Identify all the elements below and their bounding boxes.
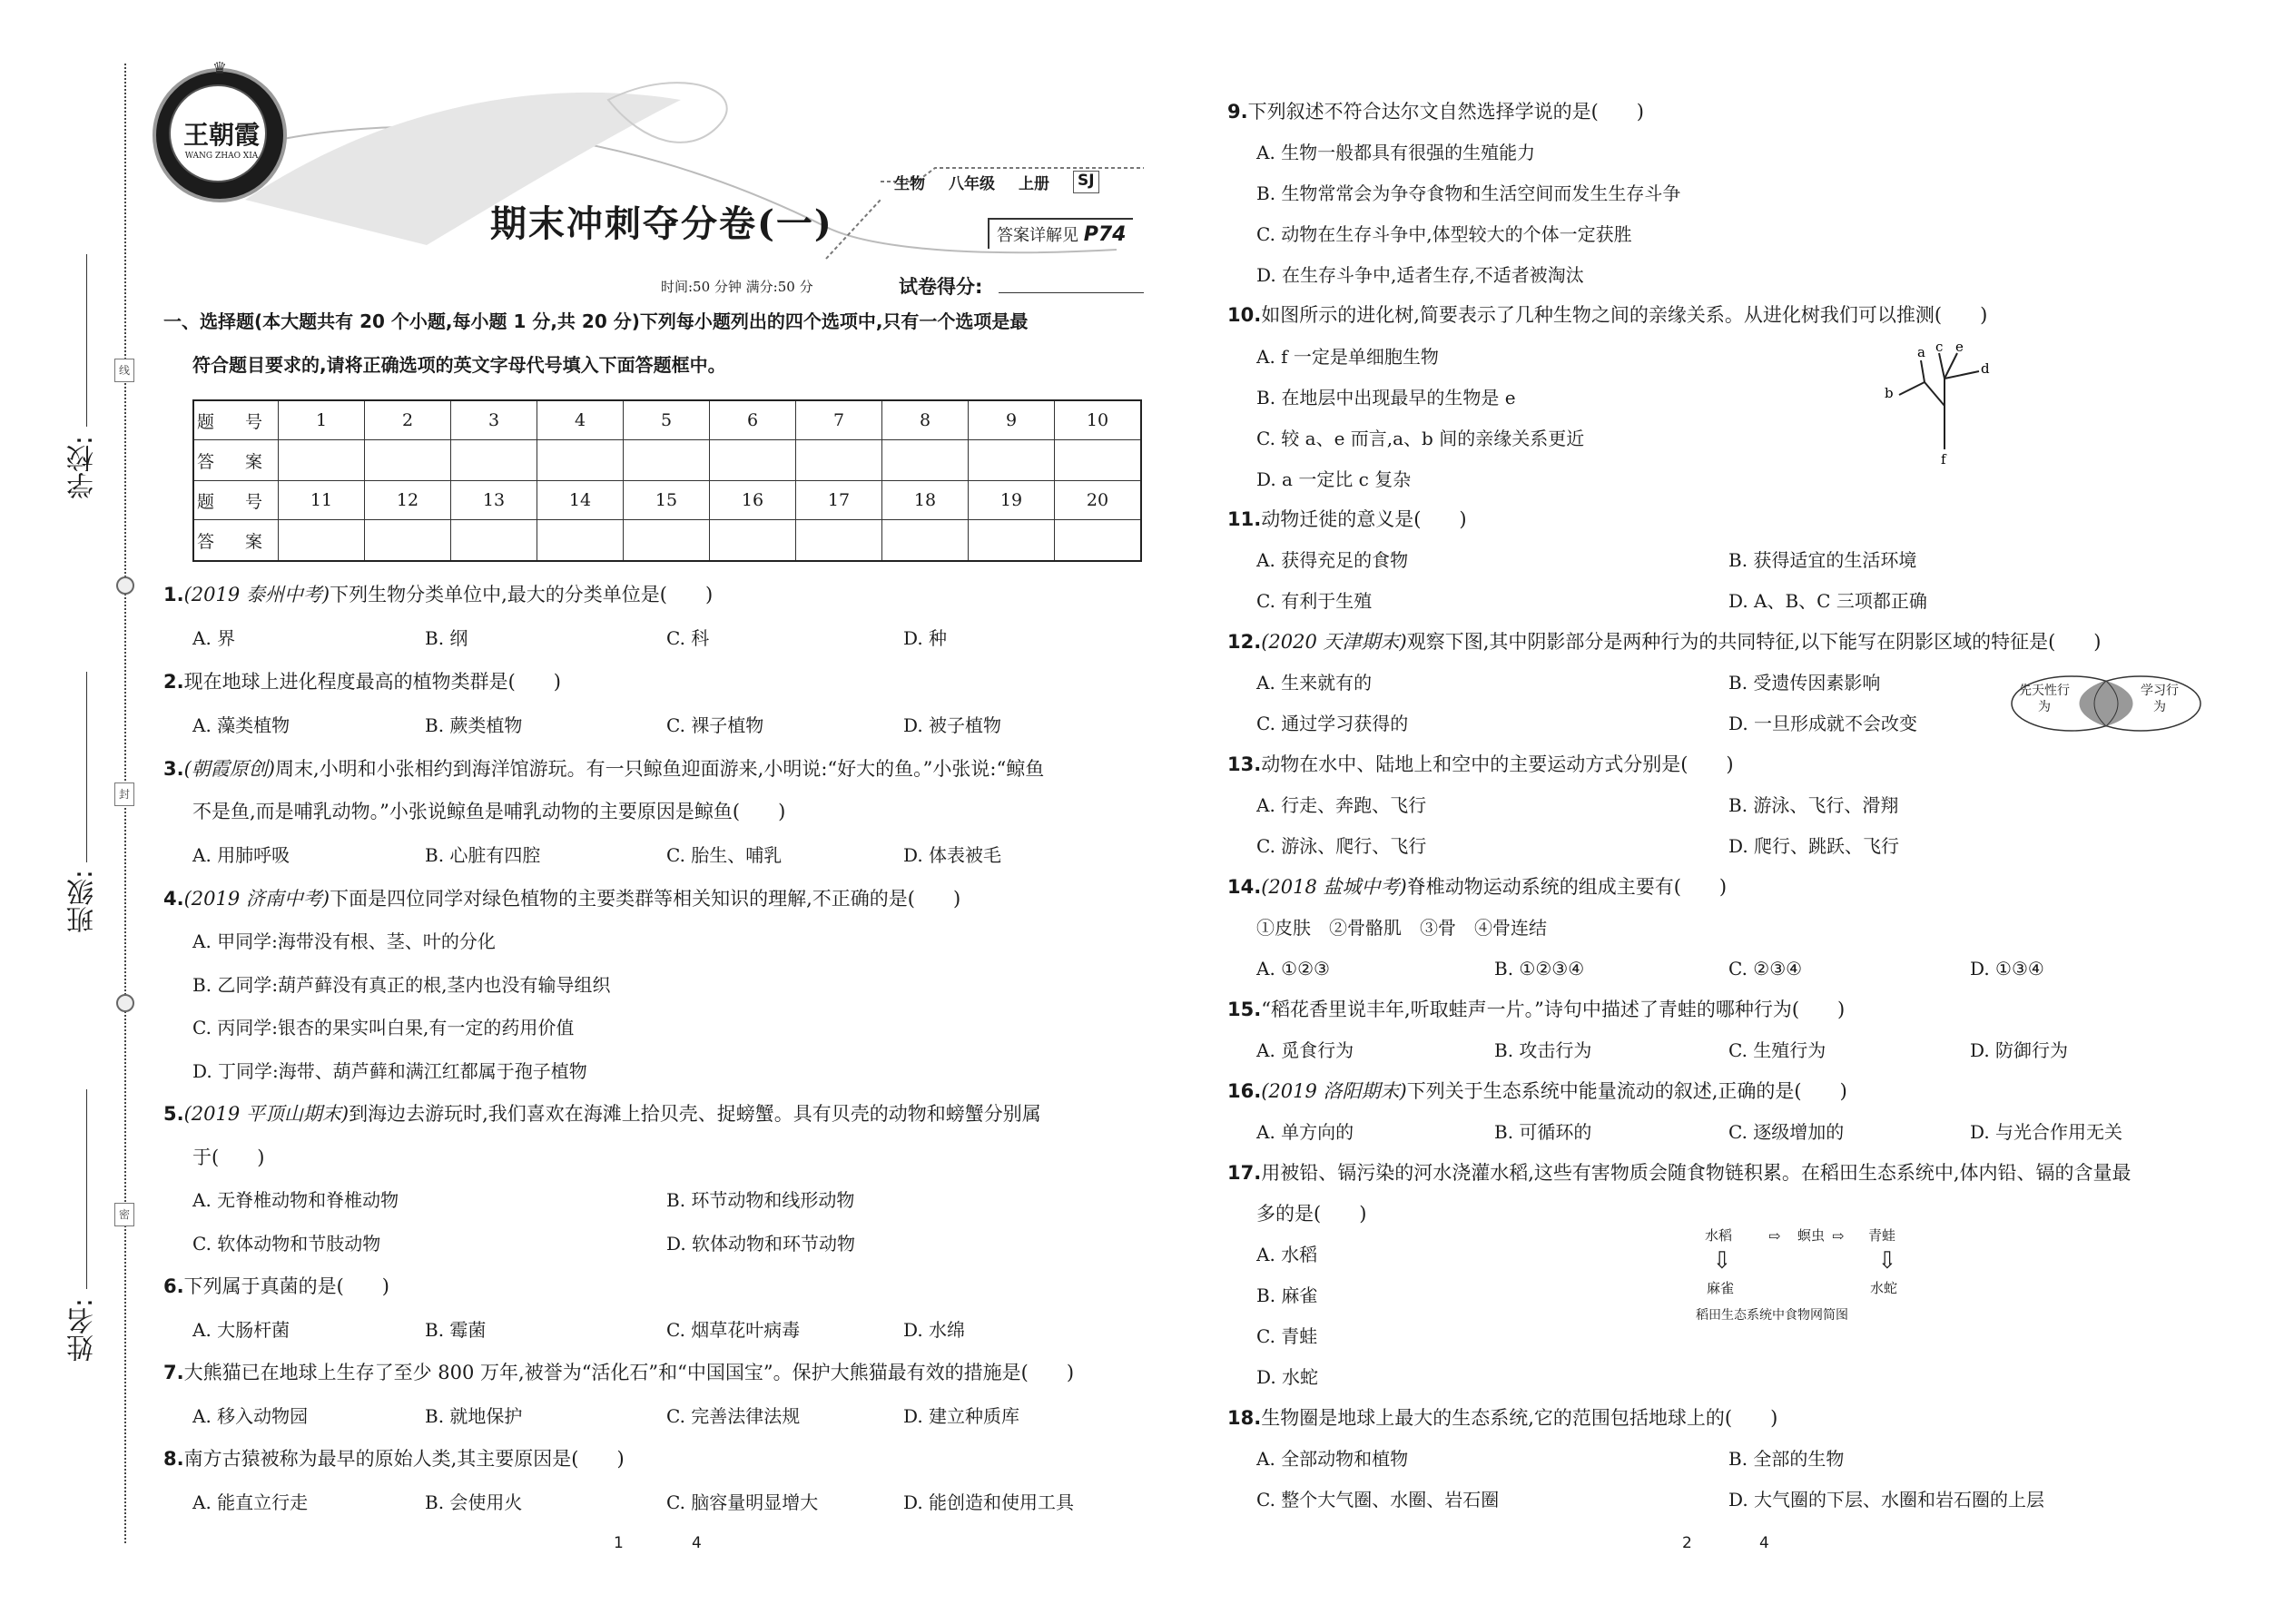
answer-grid: [192, 399, 1142, 562]
question-source: (朝霞原创): [183, 758, 275, 780]
question-text: 下列生物分类单位中,最大的分类单位是( ): [330, 584, 714, 605]
grid-qnum: 17: [796, 481, 882, 520]
question-text: 生物圈是地球上最大的生态系统,它的范围包括地球上的( ): [1261, 1407, 1778, 1429]
question-source: (2019 洛阳期末): [1261, 1080, 1407, 1102]
option-d[interactable]: D. 与光合作用无关: [1970, 1121, 2123, 1143]
question-number: 4.: [163, 888, 184, 910]
answer-cell[interactable]: [710, 440, 796, 481]
option-c[interactable]: C. 脑容量明显增大: [666, 1491, 819, 1513]
question-number: 15.: [1227, 999, 1262, 1020]
grid-qnum: 10: [1055, 400, 1142, 440]
section1-instructions-line1: 一、选择题(本大题共有 20 个小题,每小题 1 分,共 20 分)下列每小题列出的四个选项中,只有一个选项是最: [163, 310, 1029, 332]
grid-qnum: 8: [882, 400, 969, 440]
tree-label-a: a: [1917, 344, 1925, 360]
question-number: 7.: [163, 1362, 184, 1383]
question-text: 脊椎动物运动系统的组成主要有( ): [1406, 876, 1728, 898]
brand-logo-text: 王朝霞: [182, 120, 260, 150]
answer-grid-answer-row: [193, 440, 1141, 481]
tree-label-c: c: [1935, 340, 1944, 355]
food-web-node-sparrow: 麻雀: [1707, 1280, 1735, 1296]
option-d[interactable]: D. ①③④: [1970, 958, 2044, 979]
option-d[interactable]: D. 软体动物和环节动物: [666, 1233, 856, 1255]
option-c[interactable]: C. 软体动物和节肢动物: [192, 1233, 381, 1255]
question-source: (2019 济南中考): [183, 888, 330, 910]
question-number: 17.: [1227, 1162, 1262, 1184]
question-number: 2.: [163, 671, 184, 693]
food-web-figure: [1696, 1225, 1923, 1334]
question-text: 观察下图,其中阴影部分是两种行为的共同特征,以下能写在阴影区域的特征是( ): [1406, 631, 2102, 653]
grid-qnum: 15: [624, 481, 710, 520]
option-a[interactable]: A. 甲同学:海带没有根、茎、叶的分化: [192, 930, 496, 952]
question-text: 大熊猫已在地球上生存了至少 800 万年,被誉为“活化石”和“中国国宝”。保护大熊猫最有效的措施是( ): [183, 1362, 1075, 1383]
grid-qnum: 19: [969, 481, 1055, 520]
tree-label-e: e: [1955, 340, 1964, 355]
question-text: 用被铅、镉污染的河水浇灌水稻,这些有害物质会随食物链积累。在稻田生态系统中,体内铅、镉的含量最: [1261, 1162, 2132, 1184]
grid-qnum: 6: [710, 400, 796, 440]
option-b[interactable]: B. 获得适宜的生活环境: [1728, 549, 1917, 571]
option-b[interactable]: B. 麻雀: [1256, 1284, 1318, 1306]
answer-cell[interactable]: [1055, 520, 1142, 562]
question-text: 如图所示的进化树,简要表示了几种生物之间的亲缘关系。从进化树我们可以推测( ): [1261, 304, 1988, 326]
page-number-right: 2: [1682, 1534, 1692, 1552]
answer-grid-header-row: [193, 400, 1141, 440]
option-a[interactable]: A. ①②③: [1256, 958, 1330, 979]
answer-cell[interactable]: [365, 520, 451, 562]
answer-cell[interactable]: [882, 440, 969, 481]
option-c[interactable]: C. 整个大气圈、水圈、岩石圈: [1256, 1489, 1500, 1511]
option-a[interactable]: A. 生物一般都具有很强的生殖能力: [1256, 142, 1536, 163]
grid-answer-label: 答 案: [193, 520, 279, 562]
question-text: 南方古猿被称为最早的原始人类,其主要原因是( ): [183, 1448, 625, 1470]
option-d[interactable]: D. 丁同学:海带、葫芦藓和满江红都属于孢子植物: [192, 1060, 587, 1082]
question-2: [163, 673, 561, 692]
question-number: 18.: [1227, 1407, 1262, 1429]
option-c[interactable]: C. 生殖行为: [1728, 1039, 1826, 1061]
exam-meta: 时间:50 分钟 满分:50 分: [661, 279, 813, 295]
option-c[interactable]: C. 科: [666, 627, 710, 649]
grid-qnum: 3: [451, 400, 537, 440]
option-d[interactable]: D. 被子植物: [903, 714, 1002, 736]
question-number: 11.: [1227, 508, 1262, 530]
page-title: 期末冲刺夺分卷(一): [490, 202, 833, 245]
food-web-node-borer: 螟虫: [1797, 1227, 1826, 1244]
grid-header-label: 题 号: [193, 400, 279, 440]
option-c[interactable]: C. 逐级增加的: [1728, 1121, 1845, 1143]
answer-cell[interactable]: [279, 520, 365, 562]
tree-label-b: b: [1885, 385, 1894, 401]
option-b[interactable]: B. 环节动物和线形动物: [666, 1189, 855, 1211]
option-d[interactable]: D. 在生存斗争中,适者生存,不适者被淘汰: [1256, 264, 1584, 286]
answer-ref-label: 答案详解见: [997, 226, 1078, 245]
question-15: [1227, 1000, 1845, 1019]
binding-mark-line: 线: [114, 359, 134, 382]
answer-cell[interactable]: [796, 520, 882, 562]
option-b[interactable]: B. 受遗传因素影响: [1728, 672, 1881, 694]
option-b[interactable]: B. ①②③④: [1494, 958, 1585, 979]
question-17: [1227, 1164, 2132, 1183]
school-label: 学校:: [67, 436, 99, 500]
option-b[interactable]: B. 全部的生物: [1728, 1448, 1845, 1470]
score-field[interactable]: [999, 292, 1144, 293]
grid-qnum: 14: [537, 481, 624, 520]
page-total-right: 4: [1759, 1534, 1769, 1552]
tag-subject: 生物: [894, 175, 925, 193]
option-b[interactable]: B. 心脏有四腔: [425, 844, 541, 866]
answer-ref-page: P74: [1083, 223, 1127, 246]
option-c[interactable]: C. 有利于生殖: [1256, 590, 1373, 612]
option-b[interactable]: B. 攻击行为: [1494, 1039, 1592, 1061]
question-number: 13.: [1227, 753, 1262, 775]
option-d[interactable]: D. A、B、C 三项都正确: [1728, 590, 1927, 612]
question-number: 6.: [163, 1275, 184, 1297]
grid-qnum: 7: [796, 400, 882, 440]
question-13: [1227, 755, 1734, 774]
score-label: 试卷得分:: [899, 276, 983, 298]
food-web-node-frog: 青蛙: [1868, 1227, 1896, 1244]
question-text: 动物在水中、陆地上和空中的主要运动方式分别是( ): [1261, 753, 1734, 775]
option-c[interactable]: C. 青蛙: [1256, 1325, 1318, 1347]
option-d[interactable]: D. 种: [903, 627, 948, 649]
option-a[interactable]: A. 全部动物和植物: [1256, 1448, 1409, 1470]
option-a[interactable]: A. 生来就有的: [1256, 672, 1373, 694]
food-web-caption: 稻田生态系统中食物网简图: [1696, 1308, 1848, 1323]
tree-label-d: d: [1981, 360, 1990, 377]
option-a[interactable]: A. 大肠杆菌: [192, 1319, 290, 1341]
question-12: [1227, 633, 2101, 652]
answer-cell[interactable]: [451, 520, 537, 562]
option-d[interactable]: D. 建立种质库: [903, 1405, 1020, 1427]
answer-cell[interactable]: [537, 520, 624, 562]
grid-qnum: 4: [537, 400, 624, 440]
venn-right-label: 学习行为: [2141, 684, 2179, 714]
question-number: 3.: [163, 758, 184, 780]
option-a[interactable]: A. 获得充足的食物: [1256, 549, 1409, 571]
option-c[interactable]: C. 胎生、哺乳: [666, 844, 783, 866]
option-a[interactable]: A. f 一定是单细胞生物: [1256, 346, 1439, 368]
question-17-continued: 多的是( ): [1256, 1203, 1367, 1225]
option-b[interactable]: B. 就地保护: [425, 1405, 523, 1427]
option-b[interactable]: B. 游泳、飞行、滑翔: [1728, 794, 1899, 816]
question-14-items: ①皮肤 ②骨骼肌 ③骨 ④骨连结: [1256, 917, 1547, 939]
question-text: 现在地球上进化程度最高的植物类群是( ): [183, 671, 561, 693]
binding-hole-icon: [116, 994, 134, 1012]
option-b[interactable]: B. 乙同学:葫芦藓没有真正的根,茎内也没有输导组织: [192, 974, 611, 996]
grid-qnum: 11: [279, 481, 365, 520]
option-d[interactable]: D. 大气圈的下层、水圈和岩石圈的上层: [1728, 1489, 2045, 1511]
name-label: 姓名:: [67, 1298, 99, 1363]
answer-cell[interactable]: [796, 440, 882, 481]
option-c[interactable]: C. 丙同学:银杏的果实叫白果,有一定的药用价值: [192, 1017, 575, 1038]
question-text: 下列叙述不符合达尔文自然选择学说的是( ): [1247, 101, 1644, 123]
option-d[interactable]: D. 爬行、跳跃、飞行: [1728, 835, 1900, 857]
question-source: (2020 天津期末): [1261, 631, 1407, 653]
option-c[interactable]: C. ②③④: [1728, 958, 1803, 979]
question-8: [163, 1450, 625, 1469]
grid-qnum: 9: [969, 400, 1055, 440]
answer-cell[interactable]: [624, 440, 710, 481]
answer-grid-header-row: [193, 481, 1141, 520]
question-14: [1227, 878, 1727, 897]
question-5: [163, 1105, 1041, 1124]
brand-logo-subtext: WANG ZHAO XIA: [184, 152, 259, 161]
option-a[interactable]: A. 行走、奔跑、飞行: [1256, 794, 1427, 816]
option-a[interactable]: A. 水稻: [1256, 1244, 1318, 1265]
option-a[interactable]: A. 觅食行为: [1256, 1039, 1354, 1061]
question-source: (2018 盐城中考): [1261, 876, 1407, 898]
option-b[interactable]: B. 蕨类植物: [425, 714, 523, 736]
grid-qnum: 12: [365, 481, 451, 520]
answer-grid-answer-row: [193, 520, 1141, 562]
option-d[interactable]: D. 一旦形成就不会改变: [1728, 713, 1918, 734]
option-d[interactable]: D. 防御行为: [1970, 1039, 2069, 1061]
answer-cell[interactable]: [969, 520, 1055, 562]
question-1: [163, 586, 713, 605]
question-number: 8.: [163, 1448, 184, 1470]
question-5-continued: 于( ): [192, 1147, 265, 1168]
option-b[interactable]: B. 霉菌: [425, 1319, 487, 1341]
answer-cell[interactable]: [882, 520, 969, 562]
arrow-down-icon: ⇩: [1712, 1247, 1732, 1275]
option-c[interactable]: C. 较 a、e 而言,a、b 间的亲缘关系更近: [1256, 428, 1585, 449]
question-number: 16.: [1227, 1080, 1262, 1102]
food-web-node-snake: 水蛇: [1870, 1280, 1898, 1296]
question-4: [163, 890, 960, 909]
option-c[interactable]: C. 完善法律法规: [666, 1405, 801, 1427]
arrow-right-icon: ⇨: [1768, 1227, 1781, 1245]
question-text: 下列关于生态系统中能量流动的叙述,正确的是( ): [1406, 1080, 1847, 1102]
option-c[interactable]: C. 通过学习获得的: [1256, 713, 1409, 734]
binding-mark-secret: 密: [114, 1203, 134, 1226]
option-d[interactable]: D. 水蛇: [1256, 1366, 1319, 1388]
question-number: 5.: [163, 1103, 184, 1125]
answer-cell[interactable]: [969, 440, 1055, 481]
food-web-node-rice: 水稻: [1705, 1227, 1733, 1244]
question-text: 动物迁徙的意义是( ): [1261, 508, 1467, 530]
option-b[interactable]: B. 生物常常会为争夺食物和生活空间而发生生存斗争: [1256, 182, 1681, 204]
question-text: “稻花香里说丰年,听取蛙声一片。”诗句中描述了青蛙的哪种行为( ): [1261, 999, 1846, 1020]
option-c[interactable]: C. 烟草花叶病毒: [666, 1319, 801, 1341]
question-text: 下列属于真菌的是( ): [183, 1275, 389, 1297]
question-16: [1227, 1082, 1847, 1101]
option-b[interactable]: B. 纲: [425, 627, 468, 649]
answer-cell[interactable]: [537, 440, 624, 481]
crown-icon: ♛: [212, 59, 228, 78]
section1-instructions-line2: 符合题目要求的,请将正确选项的英文字母代号填入下面答题框中。: [192, 354, 726, 376]
answer-reference: [988, 218, 1133, 249]
brand-logo: [153, 59, 287, 202]
tree-label-f: f: [1941, 451, 1946, 468]
option-b[interactable]: B. 会使用火: [425, 1491, 523, 1513]
question-6: [163, 1277, 389, 1296]
tag-volume: 上册: [1019, 175, 1049, 193]
option-c[interactable]: C. 裸子植物: [666, 714, 764, 736]
grid-qnum: 20: [1055, 481, 1142, 520]
grid-qnum: 5: [624, 400, 710, 440]
evolution-tree-figure: [1879, 340, 2015, 468]
question-number: 10.: [1227, 304, 1262, 326]
binding-hole-icon: [116, 576, 134, 595]
question-text: 周末,小明和小张相约到海洋馆游玩。有一只鲸鱼迎面游来,小明说:“好大的鱼。”小张说:“鲸鱼: [274, 758, 1045, 780]
question-text: 下面是四位同学对绿色植物的主要类群等相关知识的理解,不正确的是( ): [330, 888, 961, 910]
question-number: 9.: [1227, 101, 1248, 123]
header-tags: [894, 171, 1099, 193]
question-number: 1.: [163, 584, 184, 605]
tag-edition: SJ: [1073, 171, 1099, 193]
question-source: (2019 泰州中考): [183, 584, 330, 605]
answer-cell[interactable]: [451, 440, 537, 481]
grid-header-label: 题 号: [193, 481, 279, 520]
page-total-left: 4: [692, 1534, 702, 1552]
grid-qnum: 13: [451, 481, 537, 520]
option-a[interactable]: A. 用肺呼吸: [192, 844, 290, 866]
option-d[interactable]: D. 能创造和使用工具: [903, 1491, 1075, 1513]
option-a[interactable]: A. 单方向的: [1256, 1121, 1354, 1143]
option-b[interactable]: B. 在地层中出现最早的生物是 e: [1256, 387, 1516, 408]
class-field[interactable]: [86, 672, 87, 862]
question-3-continued: 不是鱼,而是哺乳动物。”小张说鲸鱼是哺乳动物的主要原因是鲸鱼( ): [192, 801, 786, 822]
question-18: [1227, 1409, 1777, 1428]
question-7: [163, 1363, 1074, 1383]
venn-left-label: 先天性行为: [2019, 684, 2070, 714]
question-number: 12.: [1227, 631, 1262, 653]
option-a[interactable]: A. 藻类植物: [192, 714, 290, 736]
arrow-down-icon: ⇩: [1877, 1247, 1897, 1275]
question-number: 14.: [1227, 876, 1262, 898]
binding-mark-seal: 封: [114, 782, 134, 806]
answer-cell[interactable]: [1055, 440, 1142, 481]
grid-qnum: 16: [710, 481, 796, 520]
arrow-right-icon: ⇨: [1832, 1227, 1845, 1245]
option-b[interactable]: B. 可循环的: [1494, 1121, 1592, 1143]
question-3: [163, 760, 1044, 779]
answer-cell[interactable]: [279, 440, 365, 481]
name-field[interactable]: [86, 1089, 87, 1289]
answer-cell[interactable]: [365, 440, 451, 481]
class-label: 班级:: [67, 870, 99, 934]
question-source: (2019 平顶山期末): [183, 1103, 350, 1125]
option-c[interactable]: C. 动物在生存斗争中,体型较大的个体一定获胜: [1256, 223, 1632, 245]
option-c[interactable]: C. 游泳、爬行、飞行: [1256, 835, 1427, 857]
answer-cell[interactable]: [624, 520, 710, 562]
question-9: [1227, 103, 1644, 122]
grid-qnum: 18: [882, 481, 969, 520]
answer-cell[interactable]: [710, 520, 796, 562]
grid-qnum: 1: [279, 400, 365, 440]
grid-qnum: 2: [365, 400, 451, 440]
tag-grade: 八年级: [949, 175, 995, 193]
question-10: [1227, 306, 1987, 325]
option-a[interactable]: A. 移入动物园: [192, 1405, 309, 1427]
question-11: [1227, 510, 1467, 529]
grid-answer-label: 答 案: [193, 440, 279, 481]
option-a[interactable]: A. 无脊椎动物和脊椎动物: [192, 1189, 399, 1211]
page-number-left: 1: [614, 1534, 624, 1552]
option-a[interactable]: A. 能直立行走: [192, 1491, 309, 1513]
school-field[interactable]: [86, 254, 87, 427]
option-d[interactable]: D. 水绵: [903, 1319, 966, 1341]
option-a[interactable]: A. 界: [192, 627, 236, 649]
option-d[interactable]: D. 体表被毛: [903, 844, 1002, 866]
question-text: 到海边去游玩时,我们喜欢在海滩上拾贝壳、捉螃蟹。具有贝壳的动物和螃蟹分别属: [349, 1103, 1041, 1125]
option-d[interactable]: D. a 一定比 c 复杂: [1256, 468, 1412, 490]
